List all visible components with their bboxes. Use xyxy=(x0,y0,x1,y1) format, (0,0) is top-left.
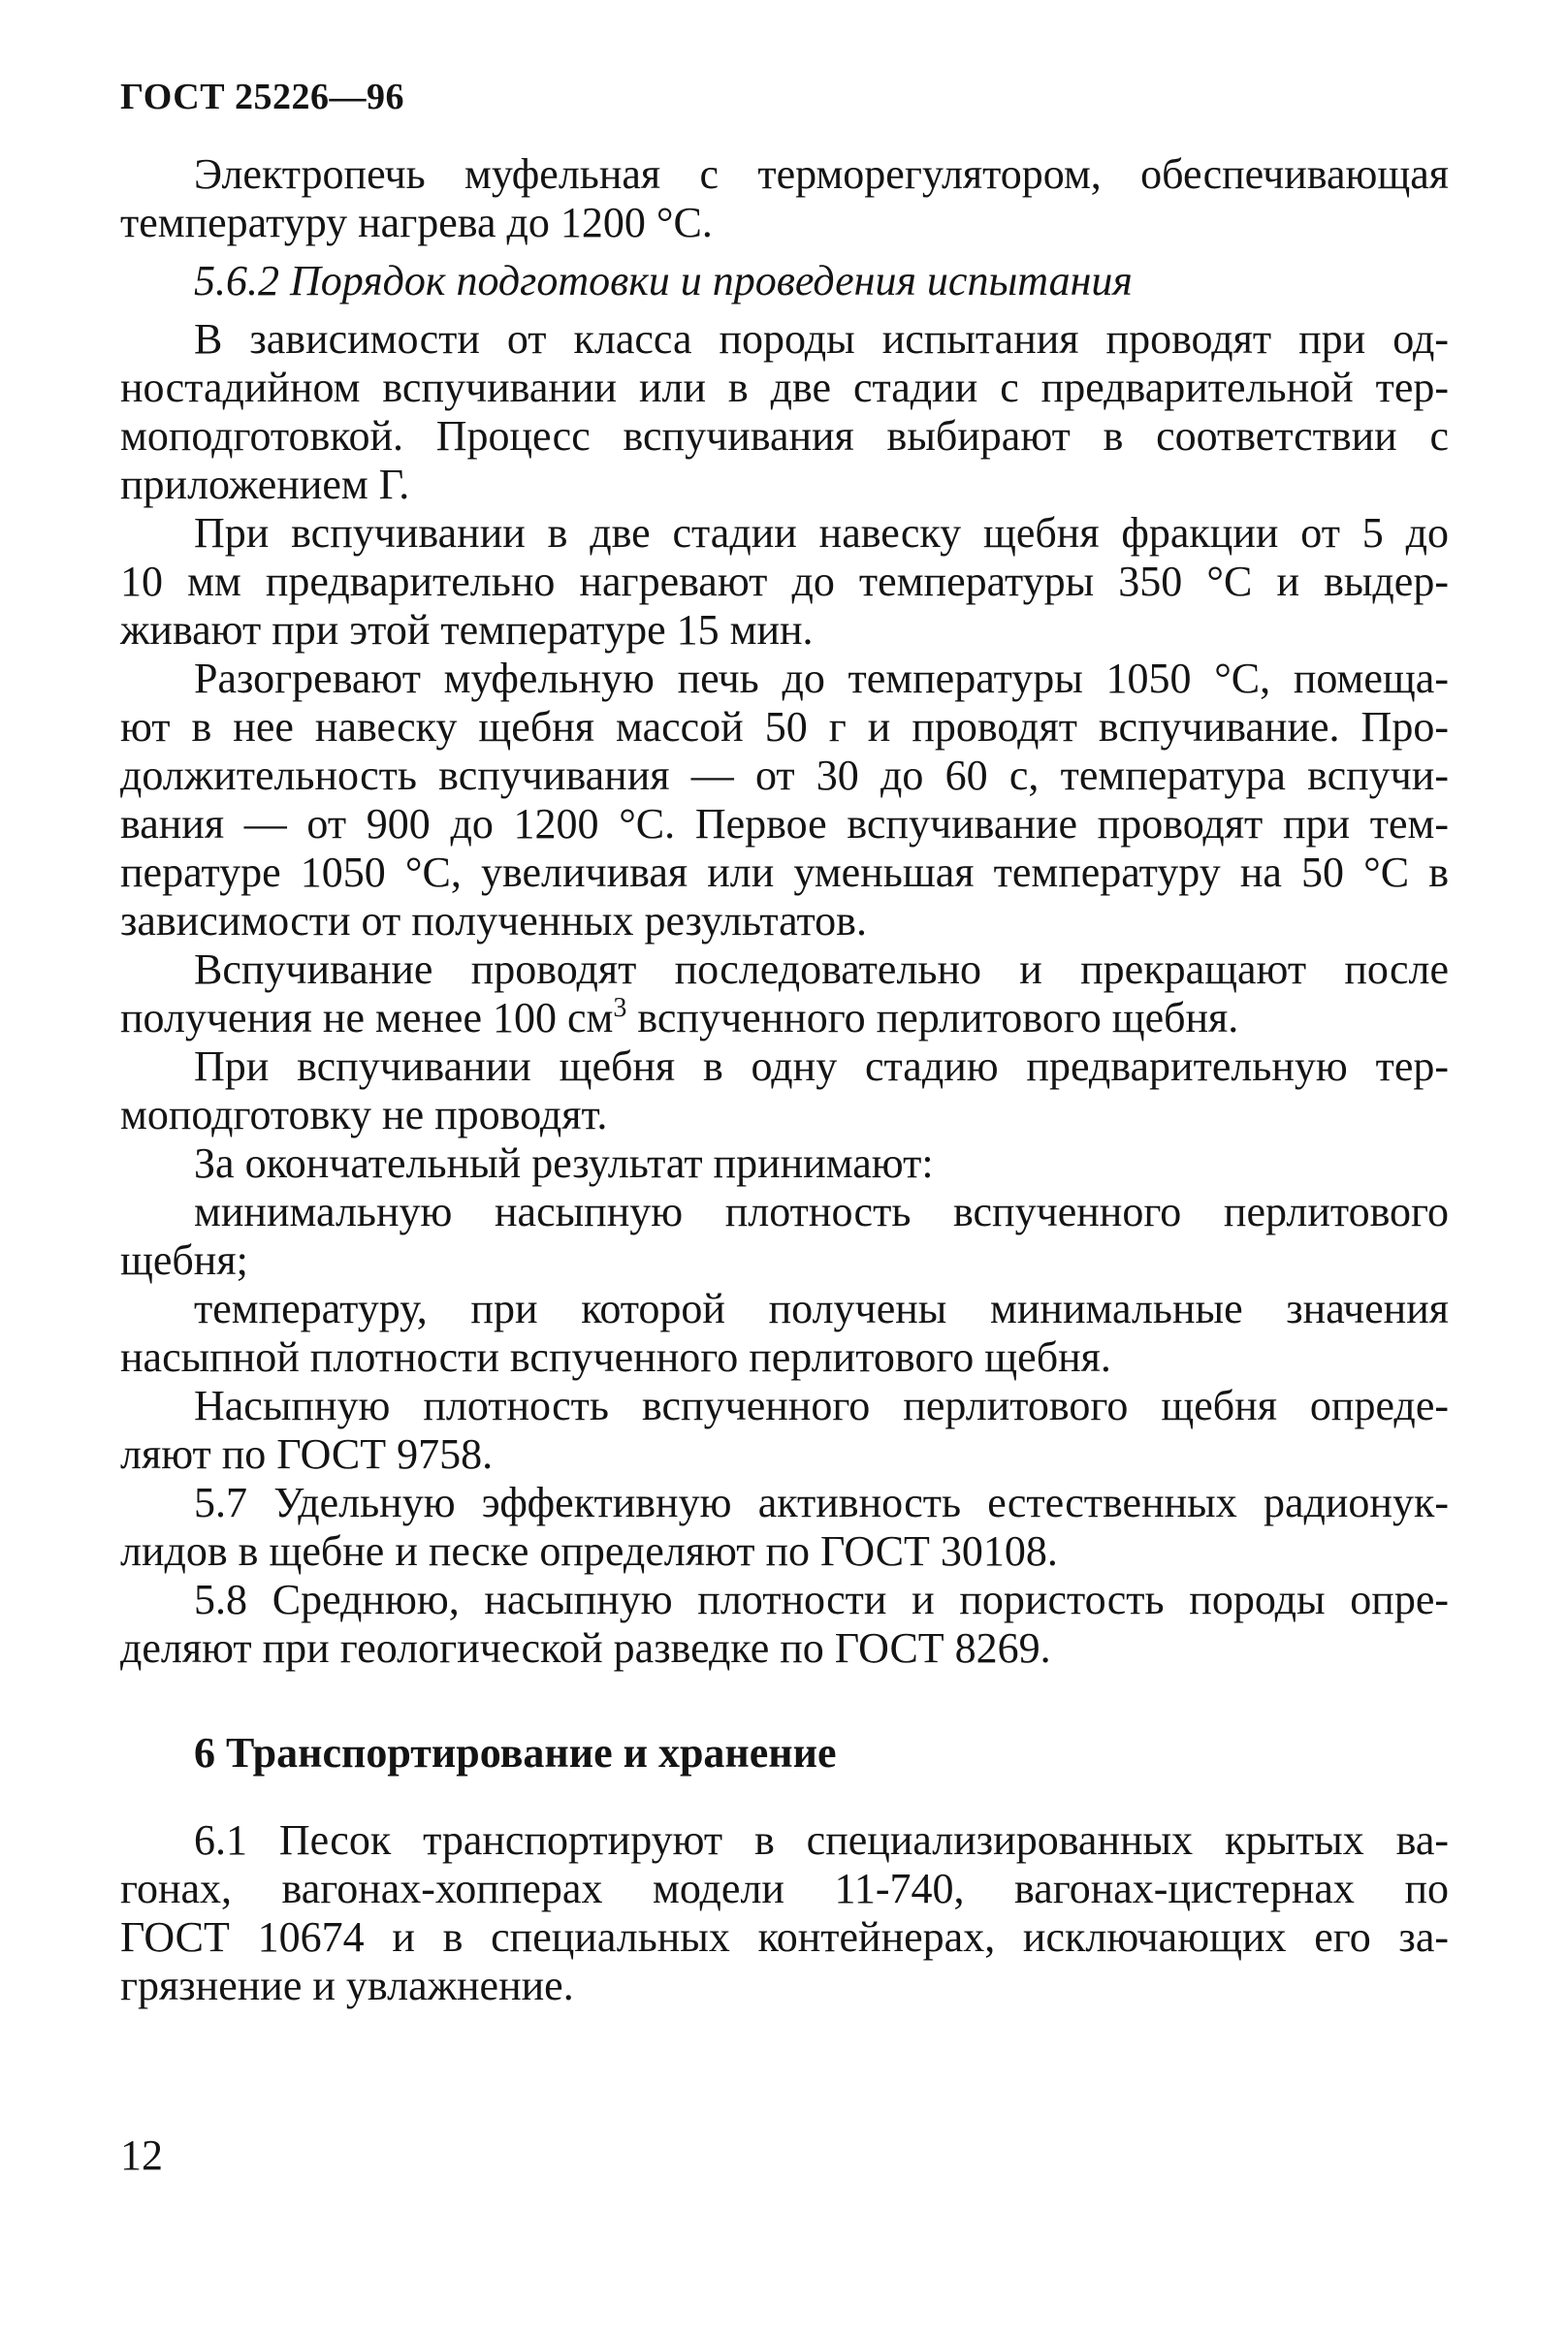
text-line: температуру нагрева до 1200 °С. xyxy=(120,199,713,246)
paragraph-final-result: За окончательный результат принимают: xyxy=(194,1139,934,1187)
text-line: деляют при геологической разведке по ГОСТ 8269. xyxy=(120,1624,1051,1672)
paragraph-heating xyxy=(120,655,1449,945)
text-line: гонах, вагонах-хопперах модели 11-740, вагонах-цистернах по xyxy=(120,1865,1449,1912)
text-line: Насыпную плотность вспученного перлитового щебня опреде- xyxy=(194,1382,1449,1429)
paragraph-bulk-density xyxy=(120,1382,1449,1479)
text-line: ГОСТ 10674 и в специальных контейнерах, исключающих его за- xyxy=(120,1913,1449,1961)
text-line: ляют по ГОСТ 9758. xyxy=(120,1430,494,1478)
text-line: грязнение и увлажнение. xyxy=(120,1962,574,2009)
paragraph-min-density xyxy=(120,1188,1449,1285)
text-line: моподготовку не проводят. xyxy=(120,1091,608,1138)
paragraph-rock-class xyxy=(120,315,1449,509)
text-line: 10 мм предварительно нагревают до температуры 350 °С и выдер- xyxy=(120,558,1449,605)
section-heading-6: 6 Транспортирование и хранение xyxy=(194,1729,837,1777)
text-line: щебня; xyxy=(120,1236,248,1284)
text-line: Вспучивание проводят последовательно и прекращают после xyxy=(194,945,1449,993)
text-line: лидов в щебне и песке определяют по ГОСТ 30108. xyxy=(120,1527,1058,1575)
text-line: ют в нее навеску щебня массой 50 г и проводят вспучивание. Про- xyxy=(120,703,1449,751)
text-line: 5.7 Удельную эффективную активность естественных радионук- xyxy=(194,1479,1449,1526)
text-line: приложением Г. xyxy=(120,461,410,508)
subsection-heading-5-6-2: 5.6.2 Порядок подготовки и проведения испытания xyxy=(194,257,1133,304)
text-line-with-superscript xyxy=(120,994,1449,1042)
text-line: насыпной плотности вспученного перлитового щебня. xyxy=(120,1333,1111,1381)
text-line: 6.1 Песок транспортируют в специализированных крытых ва- xyxy=(194,1816,1449,1864)
paragraph-sequence xyxy=(120,945,1449,1042)
text-line: ностадийном вспучивании или в две стадии с предварительной тер- xyxy=(120,364,1449,411)
paragraph-temperature xyxy=(120,1285,1449,1382)
text-line: В зависимости от класса породы испытания проводят при од- xyxy=(194,315,1449,363)
document-body xyxy=(120,150,1449,2010)
text-fragment: вспученного перлитового щебня. xyxy=(626,994,1239,1041)
paragraph-5-7 xyxy=(120,1479,1449,1576)
text-line: При вспучивании щебня в одну стадию предварительную тер- xyxy=(194,1042,1449,1090)
paragraph-6-1 xyxy=(120,1816,1449,2010)
text-line: зависимости от полученных результатов. xyxy=(120,897,867,945)
text-line: вания — от 900 до 1200 °С. Первое вспучивание проводят при тем- xyxy=(120,800,1449,848)
paragraph-one-stage xyxy=(120,1042,1449,1139)
paragraph-two-stage xyxy=(120,509,1449,655)
paragraph-furnace xyxy=(120,150,1449,247)
text-line: живают при этой температуре 15 мин. xyxy=(120,606,814,654)
text-fragment: получения не менее 100 см xyxy=(120,994,614,1041)
paragraph-5-8 xyxy=(120,1576,1449,1673)
page-number: 12 xyxy=(120,2131,163,2179)
text-line: пературе 1050 °С, увеличивая или уменьшая температуру на 50 °С в xyxy=(120,849,1449,896)
text-line: минимальную насыпную плотность вспученного перлитового xyxy=(194,1188,1449,1235)
text-line: моподготовкой. Процесс вспучивания выбирают в соответствии с xyxy=(120,412,1449,460)
superscript-cube: 3 xyxy=(613,993,627,1023)
text-line: Электропечь муфельная с терморегулятором, обеспечивающая xyxy=(194,150,1449,198)
document-header: ГОСТ 25226—96 xyxy=(120,77,405,117)
text-line: Разогревают муфельную печь до температуры 1050 °С, помеща- xyxy=(194,655,1449,702)
text-line: При вспучивании в две стадии навеску щебня фракции от 5 до xyxy=(194,509,1449,557)
text-line: должительность вспучивания — от 30 до 60 с, температура вспучи- xyxy=(120,752,1449,799)
text-line: температуру, при которой получены минимальные значения xyxy=(194,1285,1449,1332)
text-line: 5.8 Среднюю, насыпную плотности и пористость породы опре- xyxy=(194,1576,1449,1623)
